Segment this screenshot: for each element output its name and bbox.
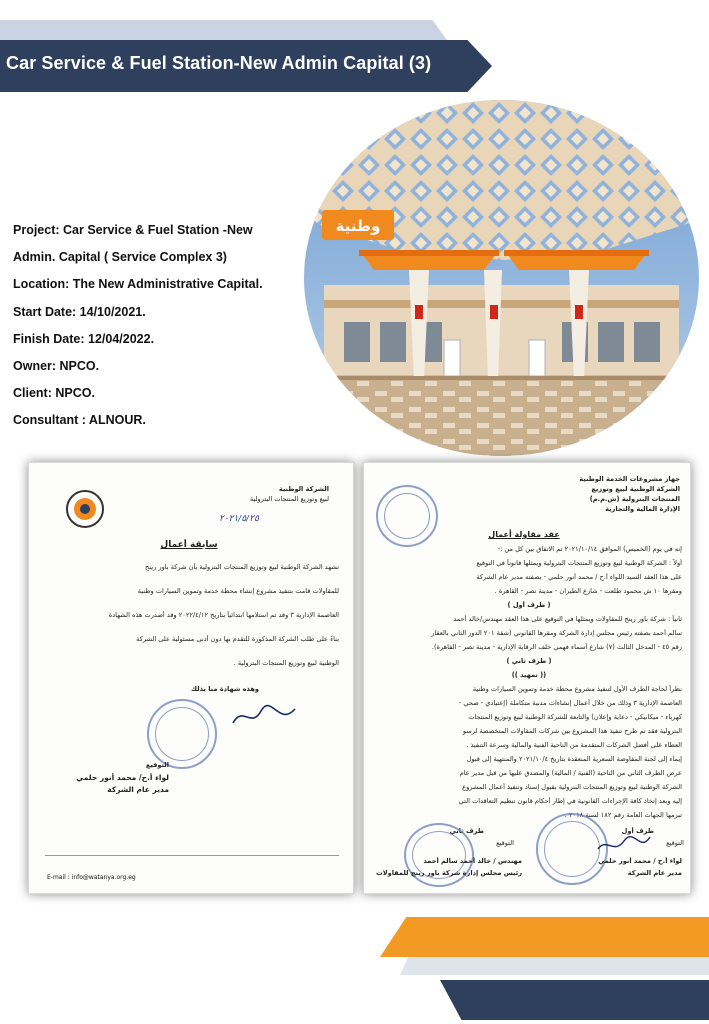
company-stamp — [147, 699, 217, 769]
letter-body-line-5: الوطنية لبيع وتوزيع المنتجات البترولية . — [233, 659, 339, 667]
contract-body-line-12: العاصمة الإدارية ٣ وذلك من خلال أعمال إنشاءات مدنية متكاملة (إعتيادي - صحي - — [458, 699, 682, 707]
contract-body-line-13: كهرباء - ميكانيكي - دعاية وإعلان) والتابعة للشركة الوطنية لبيع وتوزيع المنتجات — [468, 713, 682, 721]
contract-party1-role: مدير عام الشركة — [627, 869, 682, 877]
contract-signature-label-2: التوقيع — [496, 839, 514, 847]
letter-closing: وهذه شهادة منا بذلك — [191, 685, 259, 693]
contract-header-1: جهاز مشروعات الخدمة الوطنية — [579, 475, 680, 483]
contract-party1-label: طرف أول — [621, 827, 654, 835]
contract-body-line-4: ومقرها ١٠ ش محمود طلعت - شارع الطيران - مدينة نصر - القاهرة . — [494, 587, 682, 595]
letter-signer-role: مدير عام الشركة — [107, 785, 169, 794]
contract-signature-label-1: التوقيع — [666, 839, 684, 847]
letter-body-line-4: بناءً على طلب الشركة المذكورة للتقدم بها دون أدنى مسئولية على الشركة — [136, 635, 339, 643]
contract-body-line-14: البترولية فقد تم طرح تنفيذ هذا المشروع بين شركات المقاولات المتخصصة لرسو — [462, 727, 682, 735]
contract-body-line-1: إنه في يوم (الخميس) الموافق ٢٠٢١/١٠/١٤ تم الاتفاق بين كل من :- — [497, 545, 682, 553]
contract-body-line-16: إيماء إلى لجنة المفاوضة السعرية المنعقدة بتاريخ ٢٠٢١/١٠/٤ والمنتهية إلى قبول — [466, 755, 682, 763]
client-line: Client: NPCO. — [13, 386, 95, 401]
contract-header-3: المنتجات البترولية (ش.م.م) — [589, 495, 680, 503]
station-photo-illustration — [304, 100, 699, 456]
footer-ribbon-navy — [440, 980, 709, 1020]
contract-body-line-7: سالم أحمد بصفته رئيس مجلس إدارة الشركة ومقرها القانوني (شقة ٢٠١ الدور الثاني بالعقار — [431, 629, 682, 637]
contract-header-4: الإدارة المالية والتجارية — [605, 505, 680, 513]
contract-heading: عقد مقاولة أعمال — [488, 530, 560, 539]
company-logo — [65, 489, 105, 529]
contract-body-line-17: عرض الطرف الثاني من الناحية (الفنية / المالية) والمصدق عليها من قبل مدير عام — [459, 769, 682, 777]
consultant-line: Consultant : ALNOUR. — [13, 413, 146, 428]
contract-body-line-11: نظراً لحاجة الطرف الأول لتنفيذ مشروع محطة خدمة وتموين السيارات وطنية — [472, 685, 682, 693]
contract-party1-tag: ( طرف أول ) — [507, 601, 551, 609]
letter-signer-name: لواء أ.ح/ محمد أنور حلمي — [76, 773, 169, 782]
contract-body-line-8: رقم ٤٥ - المدخل الثالث (٧) شارع أسماء فهمي خلف الرقابة الإدارية - مدينة نصر - القاهرة). — [431, 643, 682, 651]
project-line-1: Project: Car Service & Fuel Station -New — [13, 223, 253, 237]
contract-body-line-6: ثانياً : شركة باور رينج للمقاولات ويمثلها في التوقيع على هذا العقد مهندس/خالد أحمد — [453, 615, 682, 623]
letter-date: ٢٠٢١/٥/٢٥ — [219, 515, 259, 524]
contract-body-line-15: العطاء على أفضل الشركات المتقدمة من الناحية الفنية والمالية وسرعة التنفيذ . — [466, 741, 682, 749]
letter-body-line-1: تشهد الشركة الوطنية لبيع وتوزيع المنتجات البترولية بأن شركة باور رينج — [145, 563, 339, 571]
footer-ribbon-orange — [380, 917, 709, 957]
party1-signature — [594, 831, 654, 857]
contract-body-line-2: أولاً : الشركة الوطنية لبيع وتوزيع المنتجات البترولية ويمثلها قانوناً في التوقيع — [476, 559, 682, 567]
location-line: Location: The New Administrative Capital. — [13, 277, 263, 292]
page-title: Car Service & Fuel Station-New Admin Capital (3) — [6, 53, 432, 73]
contract-top-stamp — [376, 485, 438, 547]
contract-party2-tag: ( طرف ثاني ) — [506, 657, 552, 665]
contract-party2-role: رئيس مجلس إدارة شركة باور رينج للمقاولات — [376, 869, 522, 877]
contract-party1-name: لواء أ.ح / محمد أنور حلمي — [598, 857, 682, 865]
station-brand-sign: وطنية — [335, 217, 381, 235]
letter-body-line-3: العاصمة الإدارية ٣ وقد تم استلامها ابتدائياً بتاريخ ٢٠٢٢/٤/١٢ وقد أصدرت هذه الشهادة — [108, 611, 339, 619]
contract-party2-label: طرف ثاني — [449, 827, 484, 835]
project-info — [13, 217, 308, 435]
handwritten-signature — [229, 701, 299, 731]
letter-org-line-1: الشركة الوطنية — [278, 485, 329, 493]
project-line-2: Admin. Capital ( Service Complex 3) — [13, 250, 227, 265]
contract-party2-name: مهندس / خالد أحمد سالم أحمد — [423, 857, 522, 865]
letter-footer-divider — [45, 855, 339, 856]
letter-heading: سابقة أعمال — [160, 540, 218, 550]
owner-line: Owner: NPCO. — [13, 359, 100, 374]
letter-body-line-2: للمقاولات قامت بتنفيذ مشروع إنشاء محطة خدمة وتموين السيارات وطنية — [137, 587, 339, 595]
start-date-line: Start Date: 14/10/2021. — [13, 304, 146, 319]
contract-body-line-19: إليه وبعد إتخاذ كافة الإجراءات القانونية في إطار أحكام قانون تنظيم التعاقدات التي — [458, 797, 682, 805]
completion-certificate — [28, 462, 354, 894]
contract-preamble-heading: (( تمهيد )) — [511, 671, 547, 679]
finish-date-line: Finish Date: 12/04/2022. — [13, 331, 155, 346]
letter-org-line-2: لبيع وتوزيع المنتجات البترولية — [249, 495, 329, 503]
contract-header-2: الشركة الوطنية لبيع وتوزيع — [591, 485, 680, 493]
letter-footer-email: E-mail : info@watanya.org.eg — [47, 874, 136, 881]
contract-body-line-18: الشركة الوطنية لبيع وتوزيع المنتجات البترولية بقبول إسناد وتنفيذ أعمال المشروع — [462, 783, 682, 791]
letter-signature-title: التوقيع — [145, 761, 169, 769]
contract-body-line-20: تبرمها الجهات العامة رقم ١٨٢ لسنة ٢٠١٨ . — [564, 811, 682, 819]
contract-body-line-3: على هذا العقد السيد اللواء أ.ح / محمد أنور حلمي - بصفته مدير عام الشركة — [476, 573, 682, 581]
works-contract — [363, 462, 691, 894]
station-photo — [304, 100, 699, 456]
